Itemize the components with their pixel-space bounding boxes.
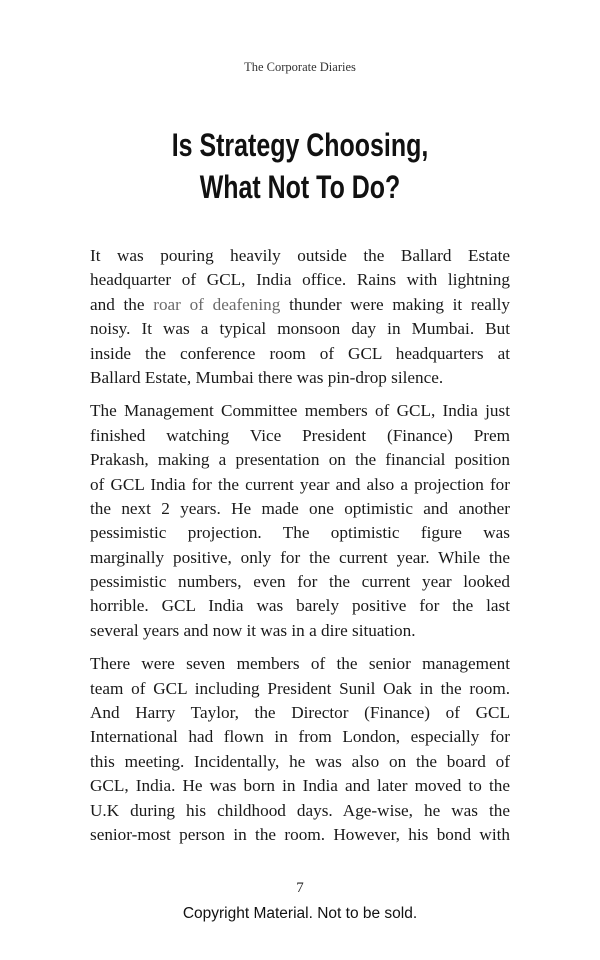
text-line: horrible. GCL India was barely positive for the last: [90, 596, 510, 616]
text-line: GCL, India. He was born in India and later moved to the: [90, 776, 510, 796]
text-line: finished watching Vice President (Finance) Prem: [90, 425, 510, 445]
running-head: The Corporate Diaries: [244, 60, 356, 74]
text-line: of GCL India for the current year and also a projection for: [90, 474, 510, 494]
text-line: inside the conference room of GCL headquarters at: [90, 343, 510, 363]
highlighted-text-segment: roar of deafening: [153, 294, 281, 314]
paragraph: [90, 652, 510, 847]
text-segment: and the: [90, 294, 154, 314]
text-line: marginally positive, only for the current year. While the: [90, 547, 510, 567]
paragraph: [90, 399, 510, 643]
chapter-title-line: What Not To Do?: [199, 169, 401, 205]
text-line: several years and now it was in a dire situation.: [90, 620, 416, 640]
text-line: pessimistic numbers, even for the current year looked: [90, 572, 510, 592]
text-line: The Management Committee members of GCL, India just: [90, 401, 510, 421]
text-line: Prakash, making a presentation on the financial position: [90, 450, 510, 470]
text-line: noisy. It was a typical monsoon day in Mumbai. But: [90, 319, 510, 339]
copyright-notice: Copyright Material. Not to be sold.: [182, 905, 418, 922]
text-line: There were seven members of the senior management: [90, 654, 510, 674]
text-line: U.K during his childhood days. Age-wise, he was the: [90, 800, 510, 820]
text-line: pessimistic projection. The optimistic figure was: [90, 523, 510, 543]
text-line: the next 2 years. He made one optimistic and another: [90, 498, 510, 518]
chapter-title-line: Is Strategy Choosing,: [171, 127, 429, 163]
text-line: And Harry Taylor, the Director (Finance) of GCL: [90, 703, 510, 723]
paragraph: [90, 244, 510, 390]
text-line: Ballard Estate, Mumbai there was pin-drop silence.: [90, 367, 444, 387]
text-line: headquarter of GCL, India office. Rains with lightning: [90, 270, 510, 290]
body-text: [90, 244, 510, 856]
chapter-title: [66, 124, 534, 208]
page-number: 7: [296, 880, 304, 896]
text-line: team of GCL including President Sunil Oak in the room.: [90, 678, 510, 698]
text-line: [90, 293, 510, 317]
text-line: It was pouring heavily outside the Ballard Estate: [90, 246, 510, 265]
text-segment: thunder were making it really: [280, 294, 510, 314]
text-line: this meeting. Incidentally, he was also on the board of: [90, 751, 510, 771]
text-line: senior-most person in the room. However, his bond with: [90, 824, 510, 844]
text-line: International had flown in from London, especially for: [90, 727, 510, 747]
